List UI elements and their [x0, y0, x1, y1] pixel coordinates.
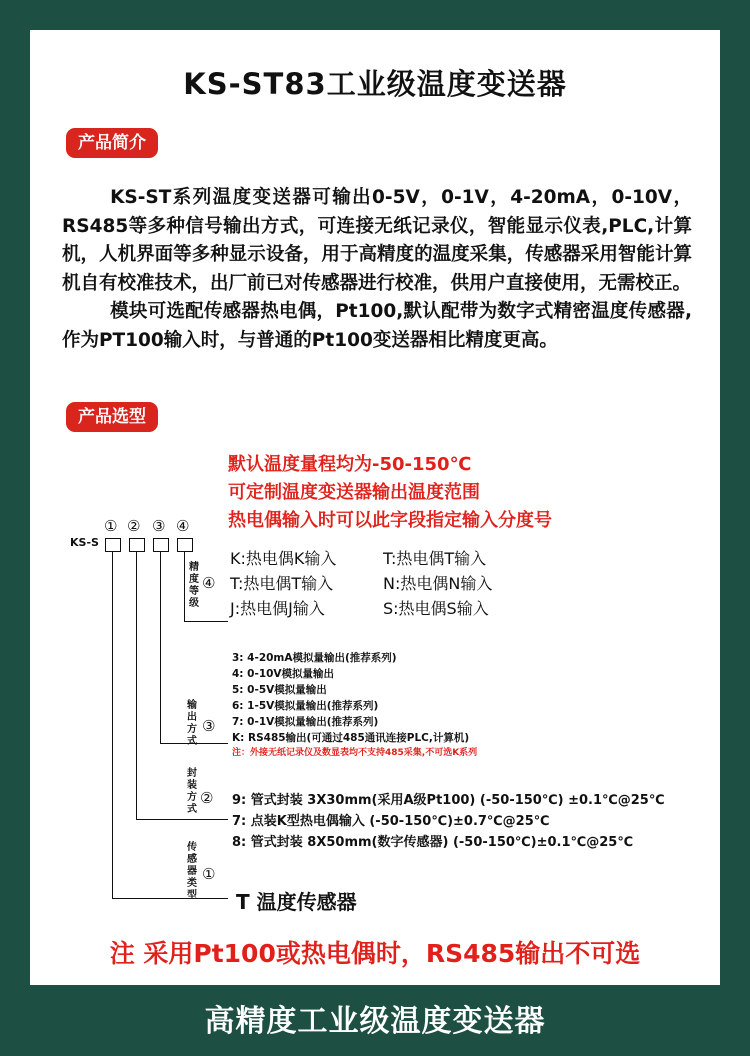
thermocouple-j: J:热电偶J输入 [230, 599, 325, 618]
field-3-marker: ③ [152, 517, 166, 535]
package-option-7: 7: 点装K型热电偶输入 (-50-150℃)±0.7℃@25℃ [232, 814, 550, 829]
field-2-box [129, 538, 145, 552]
field-4-box [177, 538, 193, 552]
model-prefix: KS-S [70, 536, 99, 549]
sensor-type-label: 传感器类型 [187, 842, 197, 901]
intro-paragraph-1: KS-ST系列温度变送器可输出0-5V，0-1V，4-20mA，0-10V，RS485等多种信号输出方式，可连接无纸记录仪，智能显示仪表,PLC,计算机，人机界面等多种显示设备，用于高精度的温度采集，传感器采用智能计算机自有校准技术，出厂前已对传感器进行校准，供用户直接使用，无需校正。 [62, 187, 692, 294]
field-3-label-marker: ③ [202, 717, 216, 735]
field-1-box [105, 538, 121, 552]
connector-line [184, 621, 228, 622]
thermocouple-t2: T:热电偶T输入 [230, 574, 334, 593]
field-1-label-marker: ① [202, 865, 216, 883]
thermocouple-k: K:热电偶K输入 [230, 549, 337, 568]
rs485-warning: 注 采用Pt100或热电偶时，RS485输出不可选 [109, 939, 641, 968]
package-label: 封装方式 [187, 768, 197, 815]
note-custom-range: 可定制温度变送器输出温度范围 [228, 482, 480, 503]
field-2-label-marker: ② [200, 789, 214, 807]
accuracy-label: 精度等级 [189, 562, 199, 609]
output-option-7: 7: 0-1V模拟量输出(推荐系列) [232, 716, 379, 728]
output-note: 注：外接无纸记录仪及数显表均不支持485采集,不可选K系列 [232, 748, 478, 758]
connector-line [112, 898, 228, 899]
page-title: KS-ST83工业级温度变送器 [183, 67, 567, 101]
intro-paragraph-2: 模块可选配传感器热电偶，Pt100,默认配带为数字式精密温度传感器,作为PT100输入时，与普通的Pt100变送器相比精度更高。 [62, 301, 692, 351]
footer-banner: 高精度工业级温度变送器 [204, 1004, 546, 1039]
package-option-8: 8: 管式封装 8X50mm(数字传感器) (-50-150℃)±0.1℃@25℃ [232, 835, 634, 850]
connector-line [112, 552, 113, 899]
field-3-box [153, 538, 169, 552]
intro-badge: 产品简介 [66, 128, 158, 158]
connector-line [160, 552, 161, 744]
field-4-label-marker: ④ [202, 574, 216, 592]
field-4-marker: ④ [176, 517, 190, 535]
output-option-k: K: RS485输出(可通过485通讯连接PLC,计算机) [232, 732, 470, 744]
connector-line [184, 552, 185, 622]
output-option-6: 6: 1-5V模拟量输出(推荐系列) [232, 700, 379, 712]
intro-text [62, 184, 692, 355]
selection-badge: 产品选型 [66, 402, 158, 432]
note-thermocouple: 热电偶输入时可以此字段指定输入分度号 [228, 510, 552, 531]
thermocouple-n: N:热电偶N输入 [383, 574, 493, 593]
package-option-9: 9: 管式封装 3X30mm(采用A级Pt100) (-50-150℃) ±0.1℃@25℃ [232, 793, 665, 808]
connector-line [136, 552, 137, 820]
note-default-range: 默认温度量程均为-50-150℃ [228, 454, 472, 475]
connector-line [136, 819, 228, 820]
field-2-marker: ② [127, 517, 141, 535]
output-option-5: 5: 0-5V模拟量输出 [232, 684, 327, 696]
thermocouple-t: T:热电偶T输入 [383, 549, 487, 568]
output-option-3: 3: 4-20mA模拟量输出(推荐系列) [232, 652, 397, 664]
field-1-marker: ① [104, 517, 118, 535]
sensor-option-t: T 温度传感器 [236, 890, 357, 914]
output-option-4: 4: 0-10V模拟量输出 [232, 668, 335, 680]
output-label: 输出方式 [187, 700, 197, 747]
thermocouple-s: S:热电偶S输入 [383, 599, 489, 618]
